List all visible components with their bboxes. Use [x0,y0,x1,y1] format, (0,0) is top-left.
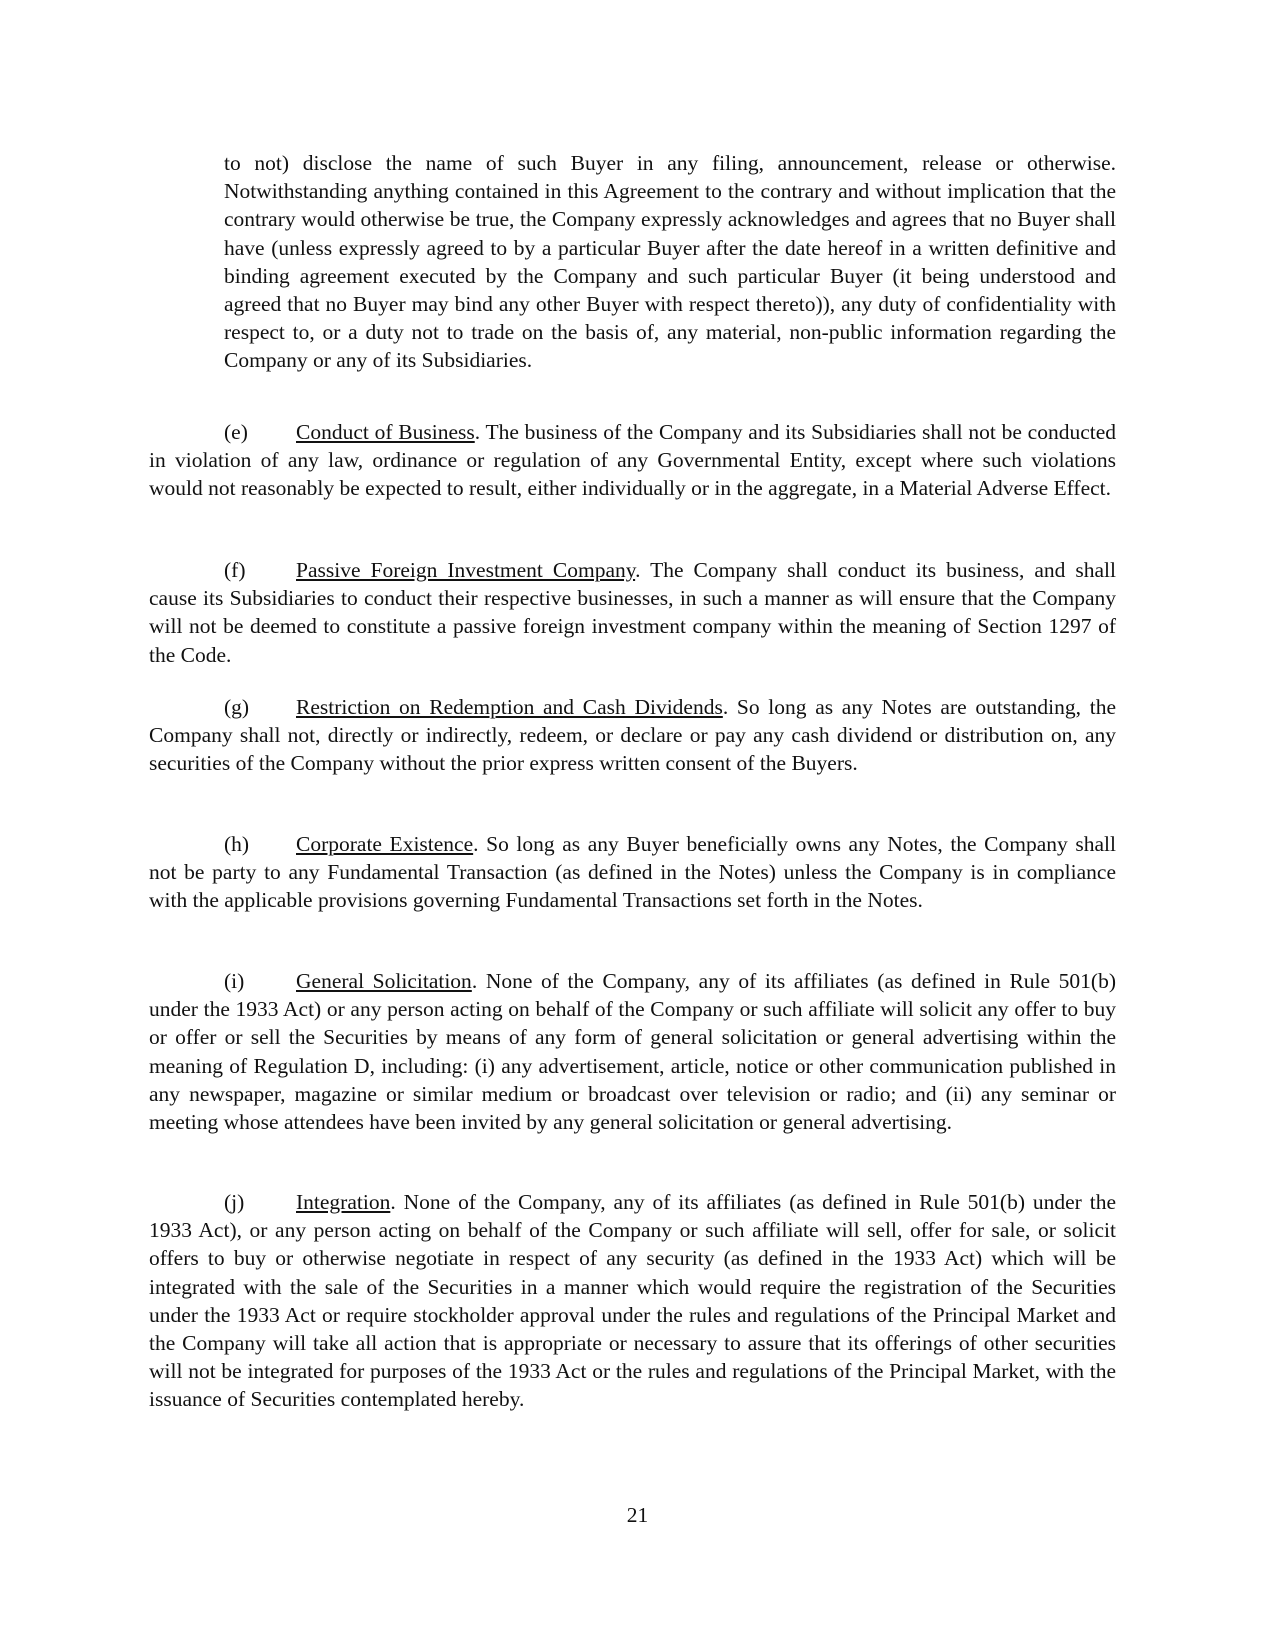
page-number: 21 [626,1503,649,1527]
section-j [149,1188,1116,1414]
section-e [149,418,1116,503]
section-title: Integration [296,1190,391,1214]
section-body: . The Company shall conduct its business, and shall cause its Subsidiaries to conduct their respective businesses, in such a manner as will ensure that the Company will not be deemed to constitute a passive foreign investment company within the meaning of Section 1297 of the Code. [149,558,1116,667]
section-label: (j) [224,1190,245,1214]
section-title: Conduct of Business [296,420,475,444]
section-body: . So long as any Buyer beneficially owns any Notes, the Company shall not be party to any Fundamental Transaction (as defined in the Notes) unless the Company is in compliance with the applicable provisions governing Fundamental Transactions set forth in the Notes. [149,832,1116,913]
section-body: . So long as any Notes are outstanding, the Company shall not, directly or indirectly, redeem, or declare or pay any cash dividend or distribution on, any securities of the Company without the prior express written consent of the Buyers. [149,695,1116,776]
section-title: Passive Foreign Investment Company [296,558,636,582]
section-f [149,556,1116,669]
section-label: (e) [224,420,248,444]
continuation-paragraph: to not) disclose the name of such Buyer in any filing, announcement, release or otherwise. Notwithstanding anything contained in this Agreement to the contrary and without implication that the contrary would otherwise be true, the Company expressly acknowledges and agrees that no Buyer shall have (unless expressly agreed to by a particular Buyer after the date hereof in a written definitive and binding agreement executed by the Company and such particular Buyer (it being understood and agreed that no Buyer may bind any other Buyer with respect thereto)), any duty of confidentiality with respect to, or a duty not to trade on the basis of, any material, non-public information regarding the Company or any of its Subsidiaries. [224,151,1116,373]
section-label: (h) [224,832,250,856]
section-label: (f) [224,558,246,582]
section-title: General Solicitation [296,969,472,993]
section-body: . None of the Company, any of its affiliates (as defined in Rule 501(b) under the 1933 Act), or any person acting on behalf of the Company or such affiliate will sell, offer for sale, or solicit offers to buy or otherwise negotiate in respect of any security (as defined in the 1933 Act) which will be integrated with the sale of the Securities in a manner which would require the registration of the Securities under the 1933 Act or require stockholder approval under the rules and regulations of the Principal Market and the Company will take all action that is appropriate or necessary to assure that its offerings of other securities will not be integrated for purposes of the 1933 Act or the rules and regulations of the Principal Market, with the issuance of Securities contemplated hereby. [149,1190,1116,1412]
section-i [149,967,1116,1136]
section-title: Corporate Existence [296,832,474,856]
section-label: (g) [224,695,250,719]
section-body: . None of the Company, any of its affiliates (as defined in Rule 501(b) under the 1933 Act) or any person acting on behalf of the Company or such affiliate will solicit any offer to buy or offer or sell the Securities by means of any form of general solicitation or general advertising within the meaning of Regulation D, including: (i) any advertisement, article, notice or other communication published in any newspaper, magazine or similar medium or broadcast over television or radio; and (ii) any seminar or meeting whose attendees have been invited by any general solicitation or general advertising. [149,969,1117,1135]
section-g [149,693,1116,778]
section-title: Restriction on Redemption and Cash Dividends [296,695,723,719]
section-label: (i) [224,969,245,993]
section-body: . The business of the Company and its Subsidiaries shall not be conducted in violation of any law, ordinance or regulation of any Governmental Entity, except where such violations would not reasonably be expected to result, either individually or in the aggregate, in a Material Adverse Effect. [149,420,1116,501]
section-h [149,830,1116,915]
